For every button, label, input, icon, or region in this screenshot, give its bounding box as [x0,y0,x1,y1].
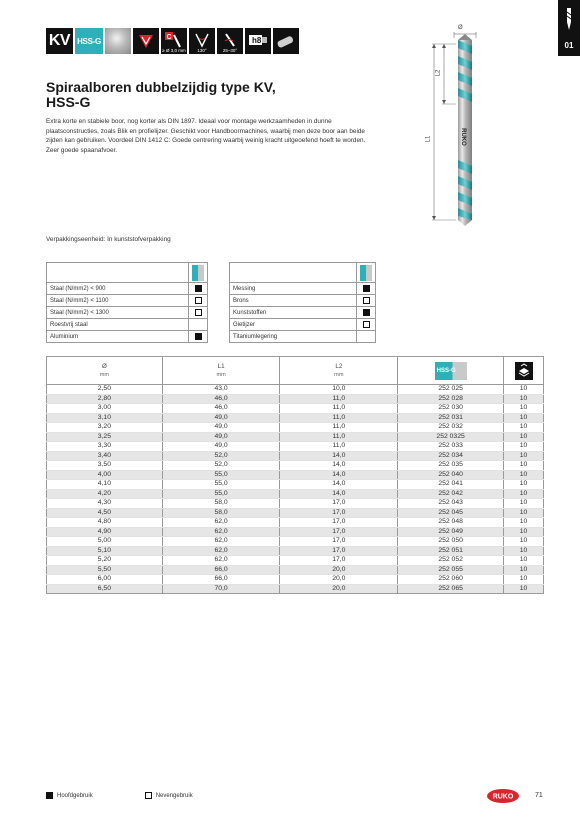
cell-l2: 17,0 [280,508,398,518]
cell-diameter: 3,10 [47,413,163,423]
cell-l2: 14,0 [280,489,398,499]
table-row[interactable] [47,537,544,547]
svg-text:C: C [166,34,172,41]
cell-l1: 55,0 [162,480,280,490]
material-table-left [46,262,208,343]
material-name: Messing [230,283,357,295]
cell-l1: 62,0 [162,518,280,528]
cell-diameter: 4,90 [47,527,163,537]
table-row[interactable] [47,518,544,528]
table-row[interactable] [47,565,544,575]
cell-l1: 49,0 [162,442,280,452]
chapter-number: 01 [564,41,574,50]
table-row[interactable] [47,442,544,452]
cell-diameter: 4,80 [47,518,163,528]
cell-l1: 62,0 [162,546,280,556]
cell-pack-qty: 10 [504,404,544,414]
cell-pack-qty: 10 [504,565,544,575]
material-name: Titaniumlegering [230,331,357,343]
material-suitability [189,331,208,343]
material-row [47,283,208,295]
material-row [47,295,208,307]
material-suitability [357,283,376,295]
col-header-diameter: Ø mm [47,357,163,385]
cell-diameter: 6,50 [47,584,163,594]
cell-article-number: 252 049 [398,527,504,537]
cell-l2: 14,0 [280,480,398,490]
material-suitability [357,331,376,343]
cell-l1: 49,0 [162,423,280,433]
helix-angle-icon [217,28,243,54]
cell-article-number: 252 028 [398,394,504,404]
open-square-icon [363,321,370,328]
material-name: Staal (N/mm2) < 1100 [47,295,189,307]
open-square-icon [363,297,370,304]
cell-l1: 62,0 [162,527,280,537]
cell-l2: 14,0 [280,451,398,461]
material-row [230,331,376,343]
cell-pack-qty: 10 [504,413,544,423]
cell-l1: 58,0 [162,508,280,518]
cell-pack-qty: 10 [504,480,544,490]
legend-footer [46,792,193,799]
cell-diameter: 3,50 [47,461,163,471]
cell-l2: 17,0 [280,527,398,537]
cell-pack-qty: 10 [504,556,544,566]
cell-article-number: 252 065 [398,584,504,594]
cell-diameter: 5,00 [47,537,163,547]
cell-l2: 17,0 [280,546,398,556]
article-table [46,356,544,594]
cell-pack-qty: 10 [504,423,544,433]
col-header-l1: L1 mm [162,357,280,385]
material-suitability [189,295,208,307]
cell-article-number: 252 041 [398,480,504,490]
cell-article-number: 252 032 [398,423,504,433]
cell-pack-qty: 10 [504,470,544,480]
package-icon [515,362,533,380]
table-row[interactable] [47,527,544,537]
cell-article-number: 252 042 [398,489,504,499]
cell-pack-qty: 10 [504,575,544,585]
cell-l2: 20,0 [280,565,398,575]
ruko-logo [486,788,520,804]
filled-square-icon [195,333,202,340]
cell-diameter: 4,30 [47,499,163,509]
cell-pack-qty: 10 [504,537,544,547]
cell-diameter: 4,50 [47,508,163,518]
cell-pack-qty: 10 [504,442,544,452]
material-row [230,295,376,307]
cell-l1: 62,0 [162,537,280,547]
cell-l2: 17,0 [280,537,398,547]
drill-technical-drawing [418,24,498,234]
legend-secondary: Nevengebruik [145,792,193,799]
cell-l2: 11,0 [280,442,398,452]
cell-article-number: 252 052 [398,556,504,566]
cell-l1: 46,0 [162,394,280,404]
angle-25-30-text: 25–30° [222,48,238,53]
material-suitability [357,319,376,331]
cell-diameter: 3,00 [47,404,163,414]
cell-l1: 55,0 [162,489,280,499]
kv-label: KV [48,32,71,49]
cell-l2: 17,0 [280,499,398,509]
cell-article-number: 252 030 [398,404,504,414]
material-row [230,307,376,319]
cell-l2: 11,0 [280,423,398,433]
hssg-label: HSS-G [77,36,101,46]
cell-diameter: 5,20 [47,556,163,566]
cell-l2: 11,0 [280,404,398,414]
cell-pack-qty: 10 [504,432,544,442]
table-row[interactable] [47,575,544,585]
material-suitability [357,307,376,319]
col-header-l2: L2 mm [280,357,398,385]
table-row[interactable] [47,470,544,480]
cell-pack-qty: 10 [504,518,544,528]
title-line-1: Spiraalboren dubbelzijdig type KV, [46,79,276,95]
l2-dimension-label: L2 [435,69,442,77]
cell-article-number: 252 055 [398,565,504,575]
legend-primary: Hoofdgebruik [46,792,93,799]
packaging-note: Verpakkingseenheid: In kunststofverpakking [46,236,171,243]
product-description: Extra korte en stabiele boor, nog korter als DIN 1897. Ideaal voor montage werkzaamheden in dunne plaatsconstructies, zoals Blik en profielijzer. Geschikt voor Handboormachines, waarbij men deze boor aan beide zijden kan gebruiken. Voordeel DIN 1412 C: Goede centrering waarbij weinig kracht uitgeoefend hoeft te worden. Zeer goede spaanafvoer. [46,118,366,154]
table-row[interactable] [47,461,544,471]
open-square-icon [195,297,202,304]
cell-l2: 11,0 [280,413,398,423]
cell-diameter: 3,20 [47,423,163,433]
cell-article-number: 252 031 [398,413,504,423]
cell-article-number: 252 043 [398,499,504,509]
table-row[interactable] [47,480,544,490]
cell-diameter: 2,80 [47,394,163,404]
material-row [47,319,208,331]
material-header-blank [47,263,189,283]
drill-bit-icon [564,8,574,30]
table-row[interactable] [47,385,544,395]
material-suitability [189,283,208,295]
filled-square-icon [363,309,370,316]
cell-diameter: 3,25 [47,432,163,442]
cell-l1: 70,0 [162,584,280,594]
cell-diameter: 6,00 [47,575,163,585]
col-header-article-hssg: HSS-G [398,357,504,385]
table-row[interactable] [47,499,544,509]
cell-article-number: 252 048 [398,518,504,528]
filled-square-icon [195,285,202,292]
table-row[interactable] [47,404,544,414]
material-row [230,319,376,331]
cell-article-number: 252 040 [398,470,504,480]
diameter-badge-text: ≥ Ø 3,0 mm [162,48,186,53]
cell-l2: 11,0 [280,432,398,442]
cell-pack-qty: 10 [504,527,544,537]
material-suitability [189,307,208,319]
material-name: Brons [230,295,357,307]
cell-article-number: 252 025 [398,385,504,395]
cell-pack-qty: 10 [504,385,544,395]
point-angle-130-icon [189,28,215,54]
cell-l2: 17,0 [280,556,398,566]
cell-article-number: 252 050 [398,537,504,547]
tolerance-h8-icon [245,28,271,54]
material-name: Kunststoffen [230,307,357,319]
cell-diameter: 4,10 [47,480,163,490]
cell-article-number: 252 060 [398,575,504,585]
cell-diameter: 4,20 [47,489,163,499]
cell-l1: 62,0 [162,556,280,566]
table-row[interactable] [47,489,544,499]
din-c-point-icon [161,28,187,54]
title-line-2: HSS-G [46,94,91,110]
col-header-packaging [504,357,544,385]
cell-article-number: 252 034 [398,451,504,461]
cell-article-number: 252 045 [398,508,504,518]
cell-l1: 58,0 [162,499,280,509]
table-row[interactable] [47,556,544,566]
material-name: Roestvrij staal [47,319,189,331]
table-row[interactable] [47,394,544,404]
diameter-dimension-label: Ø [458,25,463,31]
l1-dimension-label: L1 [425,135,432,143]
cell-article-number: 252 035 [398,461,504,471]
cell-l1: 49,0 [162,413,280,423]
cell-pack-qty: 10 [504,489,544,499]
cell-pack-qty: 10 [504,451,544,461]
table-row[interactable] [47,546,544,556]
cell-l2: 10,0 [280,385,398,395]
cell-pack-qty: 10 [504,394,544,404]
cell-diameter: 3,40 [47,451,163,461]
table-row[interactable] [47,413,544,423]
cell-diameter: 3,30 [47,442,163,452]
feature-icon-strip [46,28,299,54]
material-name: Staal (N/mm2) < 1300 [47,307,189,319]
cell-l2: 20,0 [280,584,398,594]
material-table-right [229,262,376,343]
cell-l2: 14,0 [280,461,398,471]
cell-diameter: 5,50 [47,565,163,575]
cell-l2: 11,0 [280,394,398,404]
material-header-blank [230,263,357,283]
cell-l2: 17,0 [280,518,398,528]
filled-square-icon [363,285,370,292]
cell-pack-qty: 10 [504,508,544,518]
cell-article-number: 252 0325 [398,432,504,442]
cell-l1: 52,0 [162,451,280,461]
product-title [46,80,346,110]
bright-finish-icon [105,28,131,54]
tolerance-text: h8 [252,36,262,45]
material-suitability [189,319,208,331]
split-point-icon [133,28,159,54]
material-row [47,331,208,343]
cell-diameter: 5,10 [47,546,163,556]
cell-diameter: 2,50 [47,385,163,395]
drill-brand-label: RUKO [459,128,466,146]
cell-pack-qty: 10 [504,584,544,594]
cell-l2: 14,0 [280,470,398,480]
material-name: Aluminium [47,331,189,343]
cell-pack-qty: 10 [504,461,544,471]
material-suitability [357,295,376,307]
cell-l2: 20,0 [280,575,398,585]
table-row[interactable] [47,432,544,442]
table-row[interactable] [47,584,544,594]
angle-130-text: 130° [197,48,207,53]
cell-l1: 55,0 [162,470,280,480]
material-header-icon [357,263,376,283]
cell-pack-qty: 10 [504,499,544,509]
kv-type-icon [46,28,73,54]
filled-square-icon [46,792,53,799]
cell-l1: 43,0 [162,385,280,395]
table-row[interactable] [47,508,544,518]
cell-article-number: 252 033 [398,442,504,452]
material-row [47,307,208,319]
material-name: Staal (N/mm2) < 900 [47,283,189,295]
cell-pack-qty: 10 [504,546,544,556]
cell-l1: 46,0 [162,404,280,414]
cell-article-number: 252 051 [398,546,504,556]
material-header-icon [189,263,208,283]
table-row[interactable] [47,451,544,461]
cylindrical-shank-icon [273,28,299,54]
cell-l1: 52,0 [162,461,280,471]
page-number: 71 [535,792,543,799]
cell-diameter: 4,00 [47,470,163,480]
cell-l1: 49,0 [162,432,280,442]
material-name: Gietijzer [230,319,357,331]
hssg-material-icon [75,28,103,54]
material-row [230,283,376,295]
cell-l1: 66,0 [162,575,280,585]
open-square-icon [145,792,152,799]
svg-text:RUKO: RUKO [492,793,514,801]
open-square-icon [195,309,202,316]
cell-l1: 66,0 [162,565,280,575]
chapter-tab[interactable] [558,0,580,56]
table-row[interactable] [47,423,544,433]
